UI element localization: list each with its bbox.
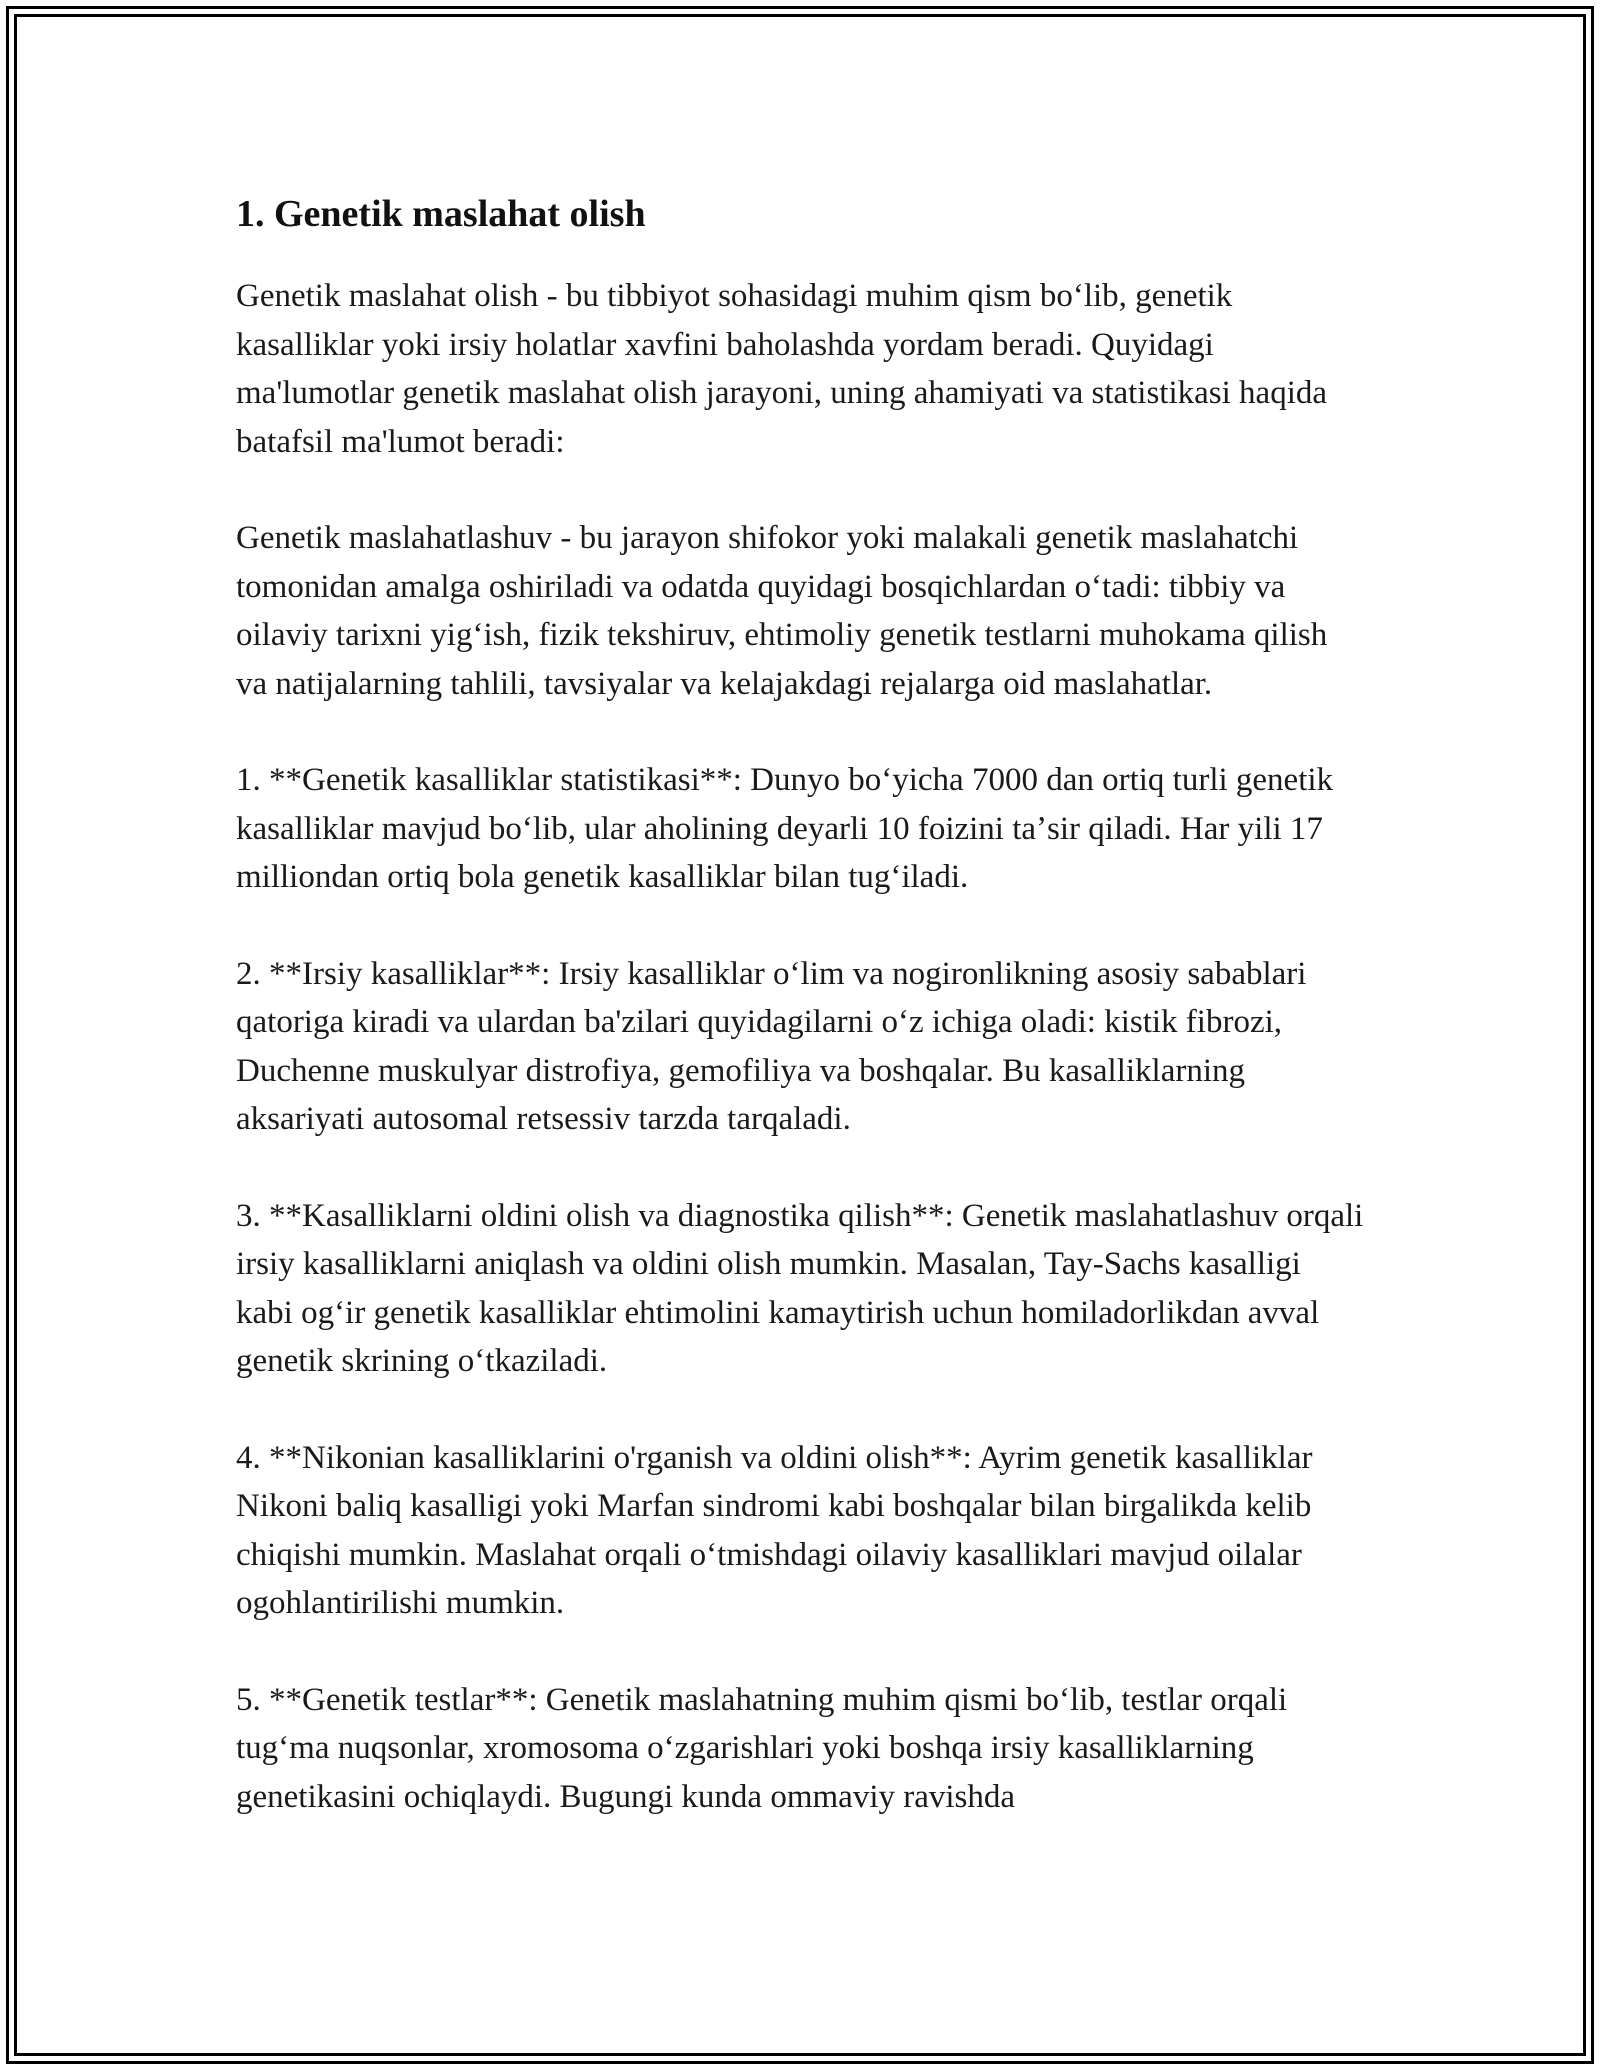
intro-paragraph: Genetik maslahat olish - bu tibbiyot sohasidagi muhim qism boʻlib, genetik kasalliklar yoki irsiy holatlar xavfini baholashda yordam beradi. Quyidagi ma'lumotlar genetik maslahat olish jarayoni, uning ahamiyati va statistikasi haqida batafsil ma'lumot beradi:: [236, 278, 1328, 460]
list-item-statistics: 1. **Genetik kasalliklar statistikasi**: Dunyo boʻyicha 7000 dan ortiq turli genetik kasalliklar mavjud boʻlib, ular aholining deyarli 10 foizini taʼsir qiladi. Har yili 17 milliondan ortiq bola genetik kasalliklar bilan tugʻiladi.: [236, 762, 1334, 895]
list-item-prevention-diagnostics: 3. **Kasalliklarni oldini olish va diagnostika qilish**: Genetik maslahatlashuv orqali irsiy kasalliklarni aniqlash va oldini olish mumkin. Masalan, Tay-Sachs kasalligi kabi ogʻir genetik kasalliklar ehtimolini kamaytirish uchun homiladorlikdan avval genetik skrining oʻtkaziladi.: [236, 1197, 1364, 1379]
document-page: [236, 186, 1364, 1821]
process-paragraph: Genetik maslahatlashuv - bu jarayon shifokor yoki malakali genetik maslahatchi tomonidan amalga oshiriladi va odatda quyidagi bosqichlardan oʻtadi: tibbiy va oilaviy tarixni yigʻish, fizik tekshiruv, ehtimoliy genetik testlarni muhokama qilish va natijalarning tahlili, tavsiyalar va kelajakdagi rejalarga oid maslahatlar.: [236, 520, 1328, 702]
list-item-nikonian-diseases: 4. **Nikonian kasalliklarini o'rganish va oldini olish**: Ayrim genetik kasalliklar Nikoni baliq kasalligi yoki Marfan sindromi kabi boshqalar bilan birgalikda kelib chiqishi mumkin. Maslahat orqali oʻtmishdagi oilaviy kasalliklari mavjud oilalar ogohlantirilishi mumkin.: [236, 1439, 1313, 1621]
section-heading: 1. Genetik maslahat olish: [236, 193, 646, 235]
list-item-genetic-tests: 5. **Genetik testlar**: Genetik maslahatning muhim qismi boʻlib, testlar orqali tugʻma nuqsonlar, xromosoma oʻzgarishlari yoki boshqa irsiy kasalliklarning genetikasini ochiqlaydi. Bugungi kunda ommaviy ravishda: [236, 1681, 1288, 1815]
list-item-hereditary-diseases: 2. **Irsiy kasalliklar**: Irsiy kasalliklar oʻlim va nogironlikning asosiy sabablari qatoriga kiradi va ulardan ba'zilari quyidagilarni oʻz ichiga oladi: kistik fibrozi, Duchenne muskulyar distrofiya, gemofiliya va boshqalar. Bu kasalliklarning aksariyati autosomal retsessiv tarzda tarqaladi.: [236, 955, 1307, 1137]
